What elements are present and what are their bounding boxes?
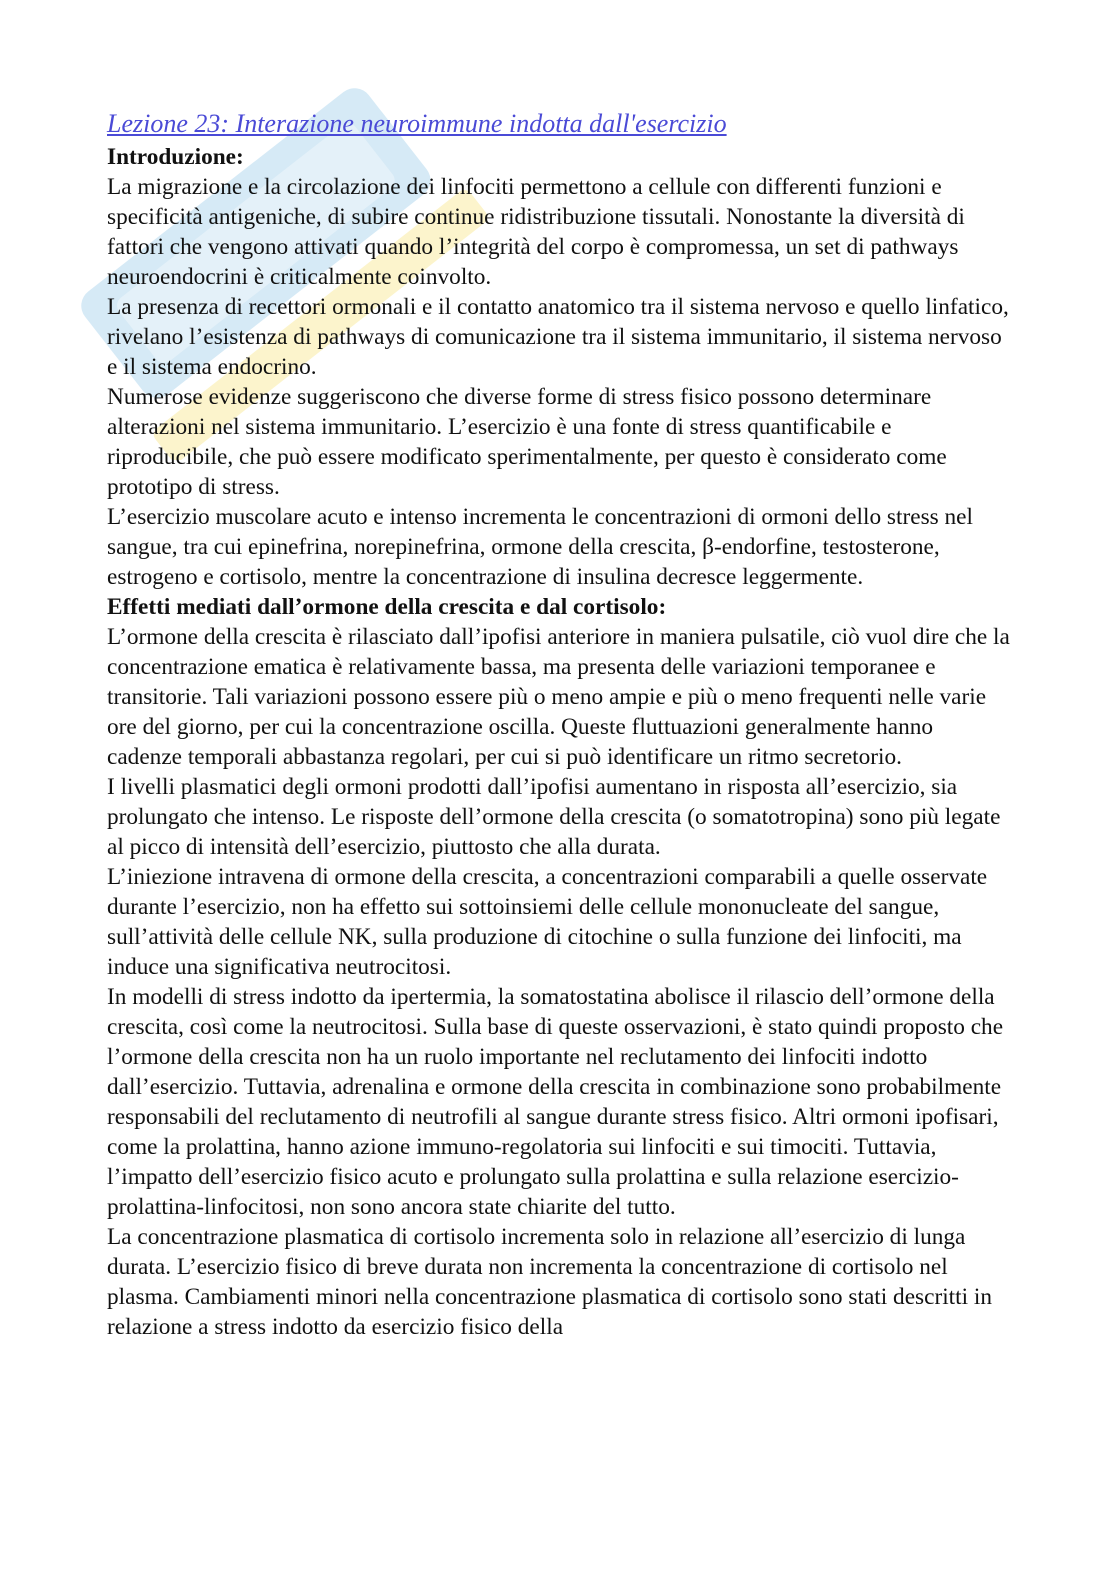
document-body bbox=[107, 106, 1012, 1342]
lesson-title-link[interactable]: Lezione 23: Interazione neuroimmune indotta dall'esercizio bbox=[107, 109, 727, 138]
paragraph: La migrazione e la circolazione dei linfociti permettono a cellule con differenti funzioni e specificità antigeniche, di subire continue ridistribuzione tissutali. Nonostante la diversità di fattori che vengono attivati quando l’integrità del corpo è compromessa, un set di pathways neuroendocrini è criticalmente coinvolto. bbox=[107, 174, 965, 290]
paragraph: La concentrazione plasmatica di cortisolo incrementa solo in relazione all’esercizio di lunga durata. L’esercizio fisico di breve durata non incrementa la concentrazione di cortisolo nel plasma. Cambiamenti minori nella concentrazione plasmatica di cortisolo sono stati descritti in relazione a stress indotto da esercizio fisico della bbox=[107, 1224, 993, 1340]
paragraph: L’ormone della crescita è rilasciato dall’ipofisi anteriore in maniera pulsatile, ciò vuol dire che la concentrazione ematica è relativamente bassa, ma presenta delle variazioni temporanee e transitorie. Tali variazioni possono essere più o meno ampie e più o meno frequenti nelle varie ore del giorno, per cui la concentrazione oscilla. Queste fluttuazioni generalmente hanno cadenze temporali abbastanza regolari, per cui si può identificare un ritmo secretorio. bbox=[107, 624, 1010, 770]
paragraph: I livelli plasmatici degli ormoni prodotti dall’ipofisi aumentano in risposta all’esercizio, sia prolungato che intenso. Le risposte dell’ormone della crescita (o somatotropina) sono più legate al picco di intensità dell’esercizio, piuttosto che alla durata. bbox=[107, 774, 1001, 860]
paragraph: L’iniezione intravena di ormone della crescita, a concentrazioni comparabili a quelle osservate durante l’esercizio, non ha effetto sui sottoinsiemi delle cellule mononucleate del sangue, sull’attività delle cellule NK, sulla produzione di citochine o sulla funzione dei linfociti, ma induce una significativa neutrocitosi. bbox=[107, 864, 988, 980]
paragraph: La presenza di recettori ormonali e il contatto anatomico tra il sistema nervoso e quello linfatico, rivelano l’esistenza di pathways di comunicazione tra il sistema immunitario, il sistema nervoso e il sistema endocrino. bbox=[107, 294, 1009, 380]
section-heading-introduzione: Introduzione: bbox=[107, 144, 244, 170]
paragraph: L’esercizio muscolare acuto e intenso incrementa le concentrazioni di ormoni dello stress nel sangue, tra cui epinefrina, norepinefrina, ormone della crescita, β-endorfine, testosterone, estrogeno e cortisolo, mentre la concentrazione di insulina decresce leggermente. bbox=[107, 504, 973, 590]
section-heading-effetti: Effetti mediati dall’ormone della crescita e dal cortisolo: bbox=[107, 594, 667, 620]
paragraph: Numerose evidenze suggeriscono che diverse forme di stress fisico possono determinare alterazioni nel sistema immunitario. L’esercizio è una fonte di stress quantificabile e riproducibile, che può essere modificato sperimentalmente, per questo è considerato come prototipo di stress. bbox=[107, 384, 947, 500]
paragraph: In modelli di stress indotto da ipertermia, la somatostatina abolisce il rilascio dell’ormone della crescita, così come la neutrocitosi. Sulla base di queste osservazioni, è stato quindi proposto che l’ormone della crescita non ha un ruolo importante nel reclutamento dei linfociti indotto dall’esercizio. Tuttavia, adrenalina e ormone della crescita in combinazione sono probabilmente responsabili del reclutamento di neutrofili al sangue durante stress fisico. Altri ormoni ipofisari, come la prolattina, hanno azione immuno-regolatoria sui linfociti e sui timociti. Tuttavia, l’impatto dell’esercizio fisico acuto e prolungato sulla prolattina e sulla relazione esercizio-prolattina-linfocitosi, non sono ancora state chiarite del tutto. bbox=[107, 984, 1004, 1220]
